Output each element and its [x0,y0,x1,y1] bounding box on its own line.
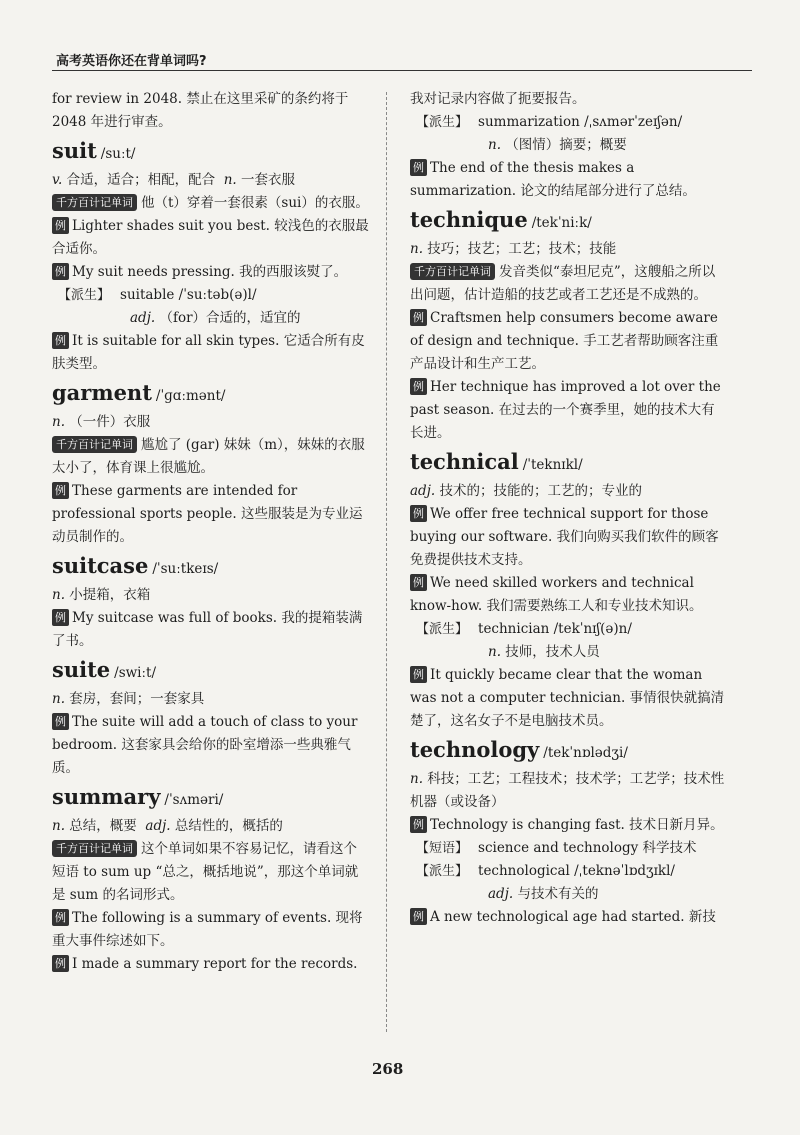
example: 例 My suit needs pressing. 我的西服该熨了。 [52,261,370,284]
entry-technique [410,205,728,238]
phonetic: /ˈɡɑːmənt/ [155,388,226,404]
phonetic: /suːt/ [100,146,136,162]
continuation-text: 我对记录内容做了扼要报告。 [410,91,586,107]
example-tag: 例 [52,955,69,972]
page-number: 268 [372,1060,404,1078]
definition: n. 总结，概要 adj. 总结性的，概括的 [52,818,283,834]
example: 例 My suitcase was full of books. 我的提箱装满了书。 [52,610,363,649]
derivative: 【派生】 suitable /ˈsuːtəb(ə)l/ adj. （for）合适的，适宜的 [58,287,301,326]
headword: garment [52,380,152,405]
example: 例 We need skilled workers and technical know-how. 我们需要熟练工人和专业技术知识。 [410,575,703,614]
memory-tip: 千方百计记单词 尴尬了 (gar) 妹妹（m），妹妹的衣服太小了，体育课上很尴尬。 [52,437,365,476]
right-column [410,88,728,929]
left-column [52,88,370,976]
example-tag: 例 [52,217,69,234]
example-tag: 例 [410,309,427,326]
headword: technical [410,449,519,474]
memory-tag: 千方百计记单词 [52,436,137,453]
phonetic: /tekˈniːk/ [531,215,592,231]
example: 例 I made a summary report for the records. [52,953,370,976]
example: 例 Lighter shades suit you best. 较浅色的衣服最合适你。 [52,218,369,257]
definition: n. 小提箱，衣箱 [52,587,151,603]
example-tag: 例 [410,908,427,925]
definition: n. 套房，套间；一套家具 [52,691,205,707]
header-rule [52,70,752,71]
entry-suit [52,136,370,169]
phonetic: /swiːt/ [114,665,157,681]
derivative: 【派生】 summarization /ˌsʌmərˈzeɪʃən/ n. （图情）摘要；概要 [416,114,683,153]
entry-suite [52,655,370,688]
derivative: 【派生】 technological /ˌteknəˈlɒdʒɪkl/ adj. 与技术有关的 [416,863,675,902]
phonetic: /tekˈnɒlədʒi/ [543,745,628,761]
example: 例 A new technological age had started. 新技 [410,906,728,929]
phonetic: /ˈsuːtkeɪs/ [152,561,219,577]
memory-tag: 千方百计记单词 [52,194,137,211]
headword: technique [410,207,528,232]
definition: n. 技巧；技艺；工艺；技术；技能 [410,241,617,257]
phonetic: /ˈsʌməri/ [164,792,224,808]
phrase: 【短语】 science and technology 科学技术 [416,840,697,856]
phonetic: /ˈteknɪkl/ [522,457,583,473]
example-tag: 例 [410,574,427,591]
example-tag: 例 [52,909,69,926]
memory-tag: 千方百计记单词 [410,263,495,280]
memory-tip: 千方百计记单词 他（t）穿着一套很素（sui）的衣服。 [52,192,370,215]
entry-technical [410,447,728,480]
example: 例 Craftsmen help consumers become aware of design and technique. 手工艺者帮助顾客注重产品设计和生产工艺。 [410,310,719,372]
headword: technology [410,737,540,762]
memory-tag: 千方百计记单词 [52,840,137,857]
example-tag: 例 [52,482,69,499]
example-tag: 例 [410,666,427,683]
column-divider [386,92,387,1032]
example: 例 It quickly became clear that the woman was not a computer technician. 事情很快就搞清楚了，这名女子不是电脑技术员。 [410,667,725,729]
example: 例 It is suitable for all skin types. 它适合所有皮肤类型。 [52,333,365,372]
entry-garment [52,378,370,411]
example: 例 The following is a summary of events. 现将重大事件综述如下。 [52,910,363,949]
memory-tip: 千方百计记单词 这个单词如果不容易记忆，请看这个短语 to sum up “总之，概括地说”，那这个单词就是 sum 的名词形式。 [52,841,359,903]
example-tag: 例 [52,713,69,730]
example-tag: 例 [410,159,427,176]
definition: n. 科技；工艺；工程技术；技术学；工艺学；技术性机器（或设备） [410,771,725,810]
entry-summary [52,782,370,815]
memory-tip: 千方百计记单词 发音类似“泰坦尼克”，这艘船之所以出问题，估计造船的技艺或者工艺还是不成熟的。 [410,264,716,303]
definition: n. （一件）衣服 [52,414,151,430]
headword: suite [52,657,111,682]
entry-suitcase [52,551,370,584]
definition: v. 合适，适合；相配，配合 n. 一套衣服 [52,172,296,188]
example-tag: 例 [52,332,69,349]
example: 例 Technology is changing fast. 技术日新月异。 [410,814,728,837]
derivative: 【派生】 technician /tekˈnɪʃ(ə)n/ n. 技师，技术人员 [416,621,632,660]
running-header: 高考英语你还在背单词吗? [56,54,207,69]
definition: adj. 技术的；技能的；工艺的；专业的 [410,483,642,499]
example-tag: 例 [52,263,69,280]
example: 例 The suite will add a touch of class to your bedroom. 这套家具会给你的卧室增添一些典雅气质。 [52,714,358,776]
headword: suitcase [52,553,149,578]
headword: suit [52,138,97,163]
example-tag: 例 [410,378,427,395]
example: 例 The end of the thesis makes a summarization. 论文的结尾部分进行了总结。 [410,160,696,199]
example-tag: 例 [410,505,427,522]
headword: summary [52,784,161,809]
continuation-text: for review in 2048. 禁止在这里采矿的条约将于 2048 年进行审查。 [52,91,349,130]
entry-technology [410,735,728,768]
example: 例 Her technique has improved a lot over the past season. 在过去的一个赛季里，她的技术大有长进。 [410,379,721,441]
example: 例 We offer free technical support for those buying our software. 我们向购买我们软件的顾客免费提供技术支持。 [410,506,719,568]
example-tag: 例 [410,816,427,833]
example: 例 These garments are intended for professional sports people. 这些服装是为专业运动员制作的。 [52,483,363,545]
example-tag: 例 [52,609,69,626]
